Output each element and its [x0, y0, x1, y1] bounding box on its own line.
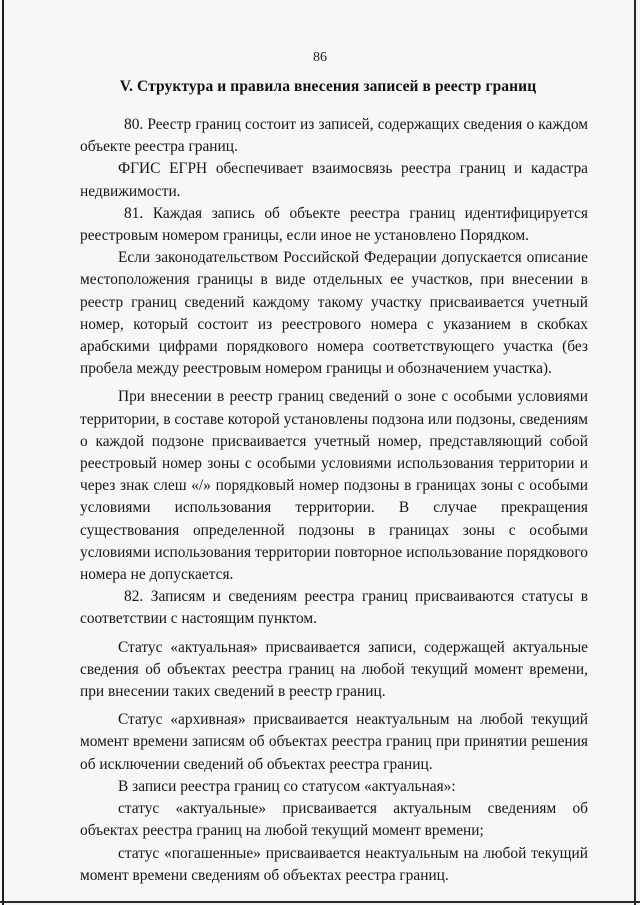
page-number: 86	[313, 50, 327, 65]
paragraph-actual-record: В записи реестра границ со статусом «актуальная»:	[118, 777, 456, 795]
paragraph-status-repaid: статус «погашенные» присваивается неактуальным на любой текущий момент времени сведениям об объектах реестра границ.	[80, 844, 588, 884]
paragraph-status-actual-info: статус «актуальные» присваивается актуальным сведениям об объектах реестра границ на любой текущий момент времени;	[80, 800, 588, 840]
scan-edge-left	[2, 0, 4, 905]
paragraph-status-archive: Статус «архивная» присваивается неактуальным на любой текущий момент времени записям об объектах реестра границ при принятии решения об исключении сведений об объектах реестра границ.	[80, 711, 588, 773]
section-title: V. Структура и правила внесения записей в реестр границ	[119, 78, 537, 95]
paragraph-fgis: ФГИС ЕГРН обеспечивает взаимосвязь реестра границ и кадастра недвижимости.	[80, 160, 588, 200]
paragraph-80: 80. Реестр границ состоит из записей, содержащих сведения о каждом объекте реестра границ.	[80, 116, 588, 156]
paragraph-82: 82. Записям и сведениям реестра границ присваиваются статусы в соответствии с настоящим пунктом.	[80, 588, 588, 628]
scan-edge-bottom	[0, 901, 640, 903]
paragraph-sections: Если законодательством Российской Федерации допускается описание местоположения границы в виде отдельных ее участков, при внесении в реестр границ сведений каждому такому участку присваивается учетный номер, который состоит из реестрового номера с указанием в скобках арабскими цифрами порядкового номера соответствующего участка (без пробела между реестровым номером границы и обозначением участка).	[80, 249, 588, 378]
paragraph-subzones: При внесении в реестр границ сведений о зоне с особыми условиями территории, в составе которой установлены подзона или подзоны, сведениям о каждой подзоне присваивается учетный номер, представляющий собой реестровый номер зоны с особыми условиями использования территории и через знак слеш «/» порядковый номер подзоны в границах зоны с особыми условиями использования территории. В случае прекращения существования определенной подзоны в границах зоны с особыми условиями использования территории повторное использование порядкового номера не допускается.	[80, 388, 588, 584]
scan-edge-right	[634, 0, 636, 905]
paragraph-status-actual: Статус «актуальная» присваивается записи, содержащей актуальные сведения об объектах реестра границ на любой текущий момент времени, при внесении таких сведений в реестр границ.	[80, 638, 588, 701]
paragraph-81: 81. Каждая запись об объекте реестра границ идентифицируется реестровым номером границы, если иное не установлено Порядком.	[80, 204, 588, 245]
document-body	[80, 114, 588, 887]
